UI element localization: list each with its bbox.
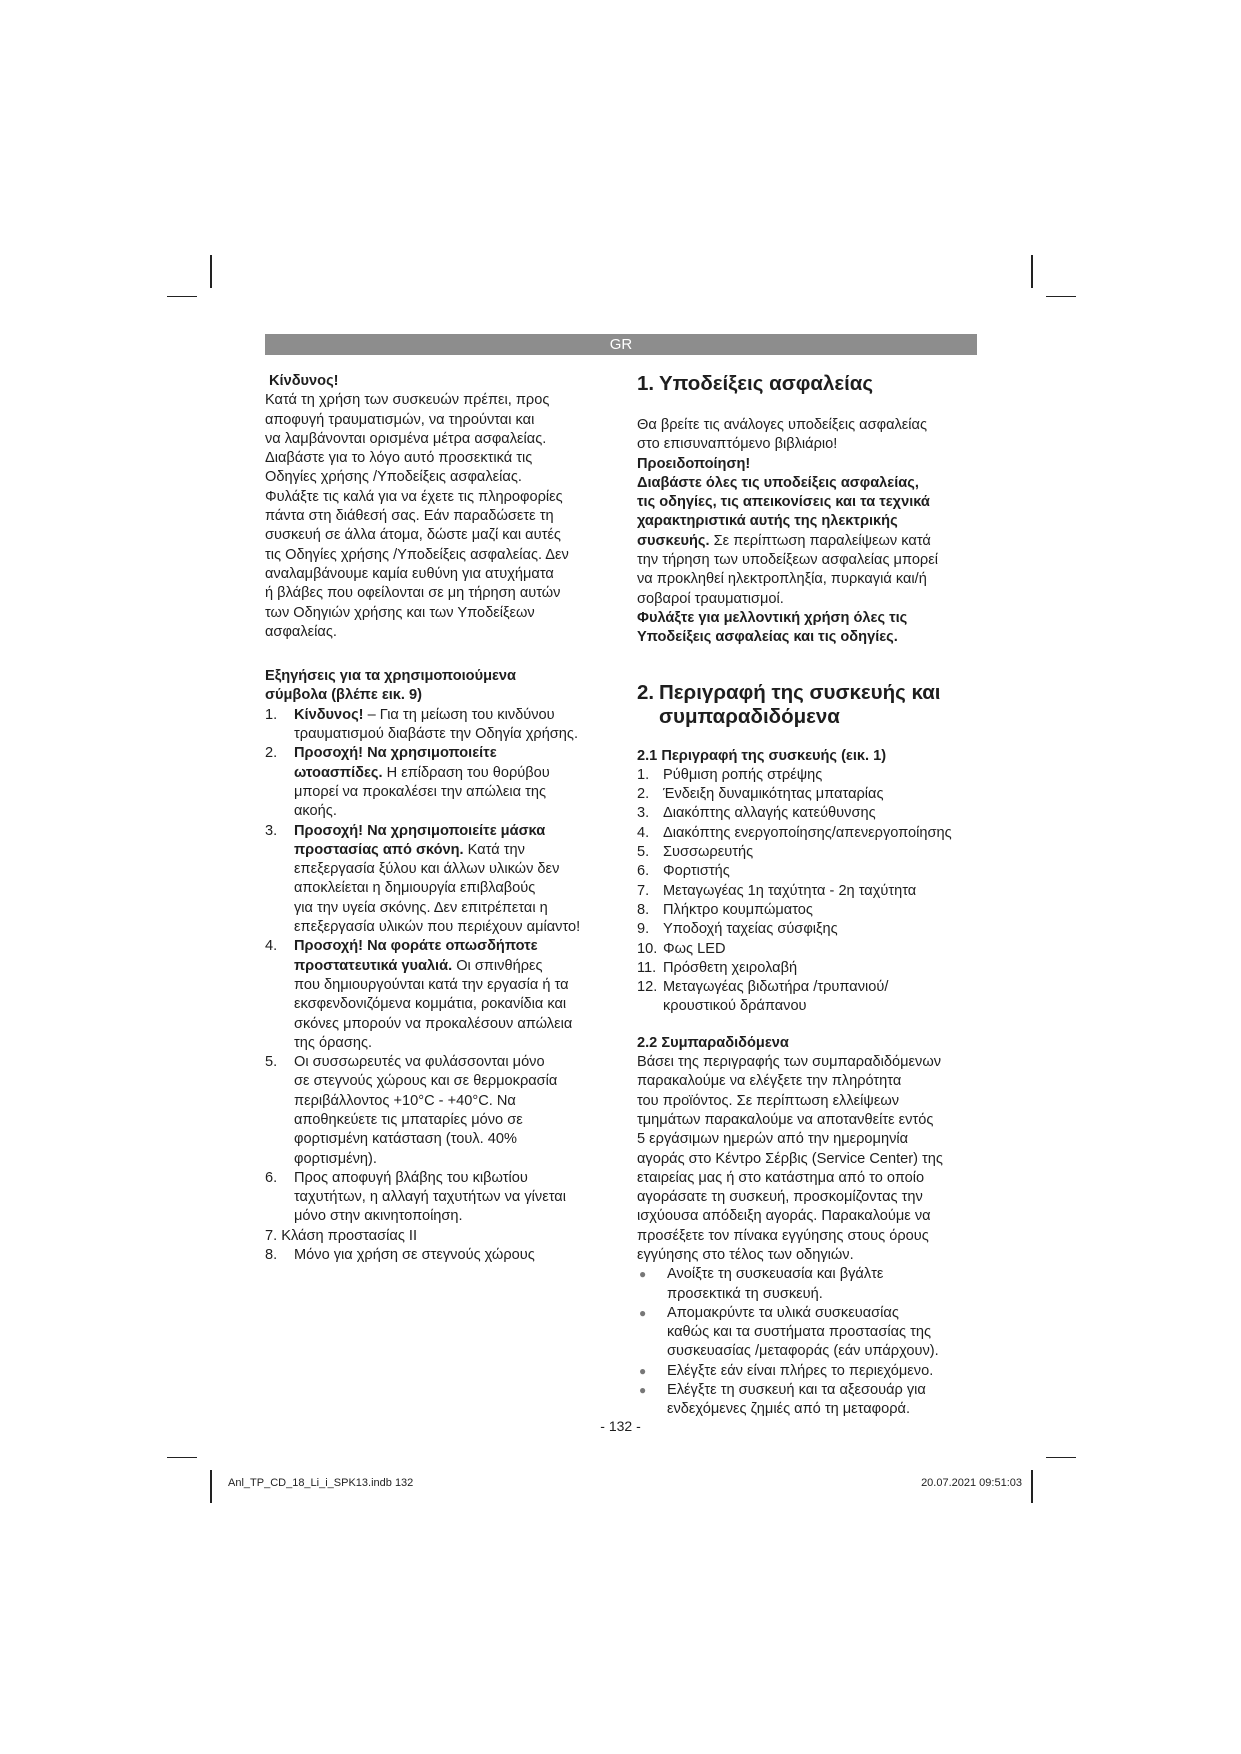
- language-header-bar: [265, 334, 977, 355]
- symbol-item: [265, 822, 610, 938]
- item-number: 1.: [265, 706, 278, 723]
- item-text: ενδεχόμενες ζημιές από τη μεταφορά.: [667, 1401, 911, 1418]
- scope-of-delivery-paragraph: [637, 1053, 977, 1265]
- text-line: εγγύησης στο τέλος των οδηγιών.: [637, 1246, 854, 1263]
- text-line: Φυλάξτε τις καλά για να έχετε τις πληροφορίες: [265, 488, 563, 505]
- item-number: 7.: [637, 882, 650, 899]
- item-text: περιβάλλοντος +10°C - +40°C. Να: [294, 1092, 516, 1109]
- text-line: πάντα στη διάθεσή σας. Εάν παραδώσετε τη: [265, 508, 554, 525]
- symbol-item: [265, 1169, 610, 1227]
- item-bold: προστατευτικά γυαλιά.: [294, 957, 453, 974]
- list-item: [637, 785, 977, 804]
- item-text: εκσφενδονιζόμενα κομμάτια, ροκανίδια και: [294, 996, 567, 1013]
- item-text: κρουστικού δράπανου: [663, 998, 807, 1015]
- item-text: συσκευασίας /μεταφοράς (εάν υπάρχουν).: [667, 1343, 939, 1360]
- item-text: Οι συσσωρευτές να φυλάσσονται μόνο: [294, 1054, 545, 1071]
- list-item: [637, 824, 977, 843]
- footer-filename: Anl_TP_CD_18_Li_i_SPK13.indb 132: [228, 1477, 414, 1489]
- item-number: 11.: [637, 959, 657, 976]
- list-item: [637, 959, 977, 978]
- list-item: [637, 920, 977, 939]
- symbol-item: [265, 706, 610, 745]
- crop-mark: [1031, 255, 1033, 288]
- bullet-icon: ●: [639, 1363, 647, 1378]
- crop-mark: [210, 1470, 212, 1503]
- item-number: 12.: [637, 979, 658, 996]
- symbol-item: [265, 937, 610, 1053]
- item-text: σε στεγνούς χώρους και σε θερμοκρασία: [294, 1073, 558, 1090]
- text-line: Φυλάξτε για μελλοντική χρήση όλες τις: [637, 609, 908, 626]
- crop-mark: [167, 1457, 197, 1458]
- crop-mark: [1046, 1457, 1076, 1458]
- item-text: φορτισμένη κατάσταση (τουλ. 40%: [294, 1131, 517, 1148]
- text-line: Βάσει της περιγραφής των συμπαραδιδόμενων: [637, 1054, 942, 1071]
- item-text: Κατά την: [467, 841, 525, 858]
- language-label: GR: [609, 336, 633, 353]
- section-2-heading: [637, 681, 977, 729]
- crop-mark: [167, 296, 197, 297]
- item-text: Ελέγξτε τη συσκευή και τα αξεσουάρ για: [667, 1382, 926, 1399]
- item-text: Διακόπτης ενεργοποίησης/απενεργοποίησης: [663, 824, 952, 841]
- item-text: Ένδειξη δυναμικότητας μπαταρίας: [663, 786, 884, 803]
- text-line: Σε περίπτωση παραλείψεων κατά: [713, 532, 931, 549]
- section-number: 2.: [637, 680, 655, 704]
- footer-datetime: 20.07.2021 09:51:03: [921, 1477, 1022, 1489]
- text-line: Θα βρείτε τις ανάλογες υποδείξεις ασφαλείας: [637, 417, 928, 433]
- list-item: [637, 940, 977, 959]
- symbols-heading: Εξηγήσεις για τα χρησιμοποιούμενα: [265, 668, 517, 685]
- symbol-item-7: 7. Κλάση προστασίας II: [265, 1227, 418, 1244]
- item-number: 6.: [637, 863, 650, 880]
- item-text: Ρύθμιση ροπής στρέψης: [663, 766, 823, 783]
- section-title: Περιγραφή της συσκευής και: [659, 680, 941, 704]
- item-text: Μεταγωγέας βιδωτήρα /τρυπανιού/: [663, 979, 889, 996]
- page-number: - 132 -: [600, 1418, 641, 1434]
- item-text: για την υγεία σκόνης. Δεν επιτρέπεται η: [294, 899, 548, 916]
- symbol-item: [265, 744, 610, 821]
- item-text: – Για τη μείωση του κινδύνου: [367, 706, 555, 723]
- item-number: 5.: [265, 1054, 278, 1071]
- text-line: Κατά τη χρήση των συσκευών πρέπει, προς: [265, 392, 550, 409]
- item-text: Πρόσθετη χειρολαβή: [663, 959, 798, 976]
- crop-mark: [210, 255, 212, 288]
- text-line: αγοράς στο Κέντρο Σέρβις (Service Center) της: [637, 1150, 943, 1167]
- text-line: του προϊόντος. Σε περίπτωση ελλείψεων: [637, 1092, 900, 1109]
- text-line: παρακαλούμε να ελέγξετε την πληρότητα: [637, 1073, 902, 1090]
- item-bold: Προσοχή! Να χρησιμοποιείτε μάσκα: [294, 822, 546, 839]
- section-number: 1.: [637, 372, 655, 395]
- item-number: 8.: [637, 901, 650, 918]
- item-text: προσεκτικά τη συσκευή.: [667, 1285, 823, 1302]
- text-line: να λαμβάνονται ορισμένα μέτρα ασφαλείας.: [265, 430, 547, 447]
- item-text: της όρασης.: [294, 1034, 373, 1051]
- text-line: σοβαροί τραυματισμοί.: [637, 590, 784, 607]
- bullet-item: [637, 1362, 977, 1381]
- item-text: ακοής.: [294, 803, 337, 820]
- text-line: ισχύουσα απόδειξη αγοράς. Παρακαλούμε να: [637, 1208, 931, 1225]
- bullet-item: [637, 1304, 977, 1362]
- item-number: 3.: [265, 822, 278, 839]
- right-column: [637, 372, 977, 1420]
- text-line: την τήρηση των υποδείξεων ασφαλείας μπορεί: [637, 552, 938, 569]
- text-line: 5 εργάσιμων ημερών από την ημερομηνία: [637, 1131, 909, 1148]
- item-bold: Προσοχή! Να φοράτε οπωσδήποτε: [294, 938, 538, 955]
- text-line: τις οδηγίες, τις απεικονίσεις και τα τεχνικά: [637, 494, 930, 511]
- text-line: Οδηγίες χρήσης /Υποδείξεις ασφαλείας.: [265, 469, 522, 486]
- subsection-2-2-heading: 2.2 Συμπαραδιδόμενα: [637, 1034, 789, 1051]
- crop-mark: [1046, 296, 1076, 297]
- text-line: να προκληθεί ηλεκτροπληξία, πυρκαγιά και/ή: [637, 571, 927, 588]
- text-line: Διαβάστε όλες τις υποδείξεις ασφαλείας,: [637, 474, 919, 491]
- list-item: [637, 804, 977, 823]
- item-number: 2.: [265, 745, 278, 762]
- item-text: Φορτιστής: [663, 863, 730, 880]
- text-line: τμημάτων παρακαλούμε να αποτανθείτε εντός: [637, 1111, 934, 1128]
- list-item: [637, 862, 977, 881]
- list-item: [637, 843, 977, 862]
- left-column: [265, 372, 610, 1265]
- crop-mark: [1031, 1470, 1033, 1503]
- section-title: συμπαραδιδόμενα: [659, 704, 840, 728]
- text-line: στο επισυναπτόμενο βιβλιάριο!: [637, 436, 838, 453]
- item-number: 10.: [637, 940, 658, 957]
- item-text: καθώς και τα συστήματα προστασίας της: [667, 1324, 932, 1341]
- item-number: 2.: [637, 786, 650, 803]
- item-text: μπορεί να προκαλέσει την απώλεια της: [294, 783, 547, 800]
- item-text: αποκλείεται η δημιουργία επιβλαβούς: [294, 880, 536, 897]
- bullet-icon: ●: [639, 1305, 647, 1320]
- item-number: 1.: [637, 766, 650, 783]
- item-text: Διακόπτης αλλαγής κατεύθυνσης: [663, 805, 876, 822]
- item-bold: προστασίας από σκόνη.: [294, 841, 464, 858]
- warning-label: Προειδοποίηση!: [637, 455, 751, 472]
- item-text: επεξεργασία υλικών που περιέχουν αμίαντο!: [294, 919, 581, 936]
- text-line: εταιρείας μας ή στο κατάστημα από το οποίο: [637, 1169, 925, 1186]
- text-line: ή βλάβες που οφείλονται σε μη τήρηση αυτών: [265, 585, 561, 602]
- item-bold: ωτοασπίδες.: [294, 764, 383, 781]
- item-text: επεξεργασία ξύλου και άλλων υλικών δεν: [294, 861, 560, 878]
- text-line: χαρακτηριστικά αυτής της ηλεκτρικής: [637, 513, 898, 530]
- item-text: Υποδοχή ταχείας σύσφιξης: [663, 921, 838, 938]
- text-line: αποφυγή τραυματισμών, να τηρούνται και: [265, 411, 535, 428]
- item-text: ταχυτήτων, η αλλαγή ταχυτήτων να γίνεται: [294, 1189, 566, 1206]
- item-number: 4.: [265, 938, 278, 955]
- bullet-icon: ●: [639, 1383, 647, 1398]
- item-text: αποθηκεύετε τις μπαταρίες μόνο σε: [294, 1111, 523, 1128]
- item-text: Οι σπινθήρες: [456, 957, 543, 974]
- item-bold: Κίνδυνος!: [294, 706, 364, 723]
- item-bold: Προσοχή! Να χρησιμοποιείτε: [294, 745, 497, 762]
- symbol-item: [265, 1053, 610, 1169]
- text-line: συσκευή σε άλλα άτομα, δώστε μαζί και αυτές: [265, 527, 561, 544]
- item-number: 9.: [637, 921, 650, 938]
- item-text: Ανοίξτε τη συσκευασία και βγάλτε: [667, 1266, 884, 1283]
- item-text: Ελέγξτε εάν είναι πλήρες το περιεχόμενο.: [667, 1362, 934, 1379]
- item-text: Η επίδραση του θορύβου: [386, 764, 550, 781]
- section-1-heading: [637, 372, 977, 396]
- list-item: [637, 882, 977, 901]
- bullet-item: [637, 1265, 977, 1304]
- list-item: [637, 978, 977, 1017]
- item-text: Φως LED: [663, 940, 726, 957]
- parts-list: [637, 766, 977, 1017]
- bullet-icon: ●: [639, 1267, 647, 1282]
- text-line: προσέξετε τον πίνακα εγγύησης στους όρους: [637, 1227, 929, 1244]
- symbol-item: [265, 1246, 610, 1265]
- bullet-item: [637, 1381, 977, 1420]
- danger-title: Κίνδυνος!: [269, 373, 339, 389]
- list-item: [637, 766, 977, 785]
- item-text: Συσσωρευτής: [663, 844, 754, 861]
- text-line: ασφαλείας.: [265, 623, 337, 640]
- item-text: σκόνες μπορούν να προκαλέσουν απώλεια: [294, 1015, 573, 1032]
- item-number: 5.: [637, 844, 650, 861]
- item-text: Προς αποφυγή βλάβης του κιβωτίου: [294, 1169, 528, 1186]
- item-number: 8.: [265, 1247, 278, 1264]
- checklist: [637, 1265, 977, 1419]
- item-text: Μεταγωγέας 1η ταχύτητα - 2η ταχύτητα: [663, 882, 917, 899]
- text-line: αναλαμβάνουμε καμία ευθύνη για ατυχήματα: [265, 565, 554, 582]
- list-item: [637, 901, 977, 920]
- text-line: τις Οδηγίες χρήσης /Υποδείξεις ασφαλείας. Δεν: [265, 546, 569, 563]
- item-number: 6.: [265, 1169, 278, 1186]
- symbols-heading: σύμβολα (βλέπε εικ. 9): [265, 687, 423, 704]
- subsection-2-1-heading: 2.1 Περιγραφή της συσκευής (εικ. 1): [637, 747, 887, 764]
- text-line: Διαβάστε για το λόγο αυτό προσεκτικά τις: [265, 450, 533, 467]
- item-number: 4.: [637, 824, 650, 841]
- item-text: τραυματισμού διαβάστε την Οδηγία χρήσης.: [294, 726, 579, 743]
- item-text: που δημιουργούνται κατά την εργασία ή τα: [294, 976, 569, 993]
- item-text: Πλήκτρο κουμπώματος: [663, 901, 813, 918]
- text-line: αγοράσατε τη συσκευή, προσκομίζοντας την: [637, 1189, 923, 1206]
- item-text: φορτισμένη).: [294, 1150, 377, 1167]
- text-line: Υποδείξεις ασφαλείας και τις οδηγίες.: [637, 629, 898, 646]
- item-number: 3.: [637, 805, 650, 822]
- text-line: των Οδηγιών χρήσης και των Υποδείξεων: [265, 604, 535, 621]
- danger-paragraph: [265, 391, 610, 642]
- item-text: Απομακρύντε τα υλικά συσκευασίας: [667, 1304, 899, 1321]
- item-text: Μόνο για χρήση σε στεγνούς χώρους: [294, 1247, 535, 1264]
- text-line: συσκευής.: [637, 532, 710, 549]
- item-text: μόνο στην ακινητοποίηση.: [294, 1208, 463, 1225]
- section-title: Υποδείξεις ασφαλείας: [659, 372, 874, 395]
